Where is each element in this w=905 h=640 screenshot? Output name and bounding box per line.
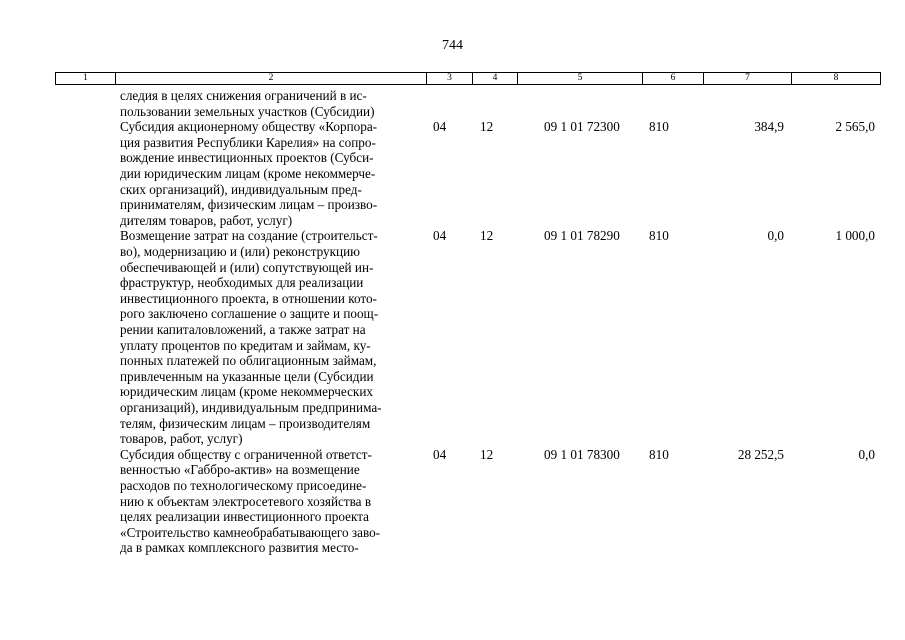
- cell-c5: 09 1 01 78300: [544, 446, 620, 462]
- cell-c3: 04: [433, 119, 447, 135]
- col-5-header: 5: [518, 73, 643, 85]
- description-line: рого заключено соглашение о защите и поощ-: [120, 306, 379, 322]
- row-description: [120, 228, 425, 446]
- row-description: [120, 119, 425, 228]
- row-description: [120, 88, 425, 119]
- col-1-header: 1: [56, 73, 116, 85]
- description-line: инвестиционного проекта, в отношении кото-: [120, 290, 377, 306]
- description-line: расходов по технологическому присоедине-: [120, 477, 367, 493]
- row-description: [120, 447, 425, 556]
- cell-c6: 810: [649, 228, 669, 244]
- description-line: Субсидия акционерному обществу «Корпора-: [120, 119, 378, 135]
- description-line: Возмещение затрат на создание (строительст-: [120, 228, 378, 244]
- col-6-header: 6: [643, 73, 704, 85]
- column-number-header: [55, 72, 881, 85]
- description-line: рении капиталовложений, а также затрат на: [120, 321, 366, 337]
- cell-c8: 2 565,0: [835, 119, 875, 135]
- page-number: 744: [442, 38, 463, 53]
- cell-c7: 28 252,5: [737, 446, 784, 462]
- description-line: ских организаций), индивидуальным пред-: [120, 181, 362, 197]
- col-7-header: 7: [704, 73, 792, 85]
- description-line: обеспечивающей и (или) сопутствующей ин-: [120, 259, 374, 275]
- description-line: организаций), индивидуальным предпринима-: [120, 399, 382, 415]
- col-8-header: 8: [792, 73, 881, 85]
- cell-c5: 09 1 01 72300: [544, 119, 620, 135]
- description-line: юридическим лицам (кроме некоммерческих: [120, 384, 373, 400]
- description-line: уплату процентов по кредитам и займам, ку-: [120, 337, 371, 353]
- description-line: во), модернизацию и (или) реконструкцию: [120, 243, 361, 259]
- cell-c7: 384,9: [754, 119, 784, 135]
- description-line: ция развития Республики Карелия» на сопро-: [120, 134, 376, 150]
- description-line: фраструктур, необходимых для реализации: [120, 275, 364, 291]
- description-line: принимателям, физическим лицам – произво-: [120, 197, 378, 213]
- cell-c6: 810: [649, 119, 669, 135]
- cell-c8: 1 000,0: [835, 228, 875, 244]
- description-line: целях реализации инвестиционного проекта: [120, 509, 369, 525]
- cell-c3: 04: [433, 446, 447, 462]
- description-line: дии юридическим лицам (кроме некоммерче-: [120, 165, 376, 181]
- description-line: понных платежей по облигационным займам,: [120, 353, 377, 369]
- col-2-header: 2: [116, 73, 427, 85]
- cell-c3: 04: [433, 228, 447, 244]
- cell-c8: 0,0: [858, 446, 875, 462]
- description-line: следия в целях снижения ограничений в ис-: [120, 88, 367, 103]
- cell-c5: 09 1 01 78290: [544, 228, 620, 244]
- description-line: дителям товаров, работ, услуг): [120, 212, 293, 228]
- description-line: «Строительство камнеобрабатывающего заво-: [120, 524, 381, 540]
- description-line: да в рамках комплексного развития место-: [120, 540, 359, 556]
- description-line: венностью «Габбро-актив» на возмещение: [120, 462, 360, 478]
- description-line: нию к объектам электросетевого хозяйства в: [120, 493, 372, 509]
- cell-c7: 0,0: [767, 228, 784, 244]
- col-4-header: 4: [473, 73, 518, 85]
- description-line: товаров, работ, услуг): [120, 431, 243, 447]
- description-line: Субсидия обществу с ограниченной ответст-: [120, 446, 372, 462]
- cell-c6: 810: [649, 446, 669, 462]
- cell-c4: 12: [480, 119, 494, 135]
- description-line: телям, физическим лицам – производителям: [120, 415, 371, 431]
- description-line: вождение инвестиционных проектов (Субси-: [120, 150, 374, 166]
- description-line: привлеченным на указанные цели (Субсидии: [120, 368, 374, 384]
- cell-c4: 12: [480, 446, 494, 462]
- description-line: пользовании земельных участков (Субсидии): [120, 103, 375, 119]
- cell-c4: 12: [480, 228, 494, 244]
- col-3-header: 3: [427, 73, 473, 85]
